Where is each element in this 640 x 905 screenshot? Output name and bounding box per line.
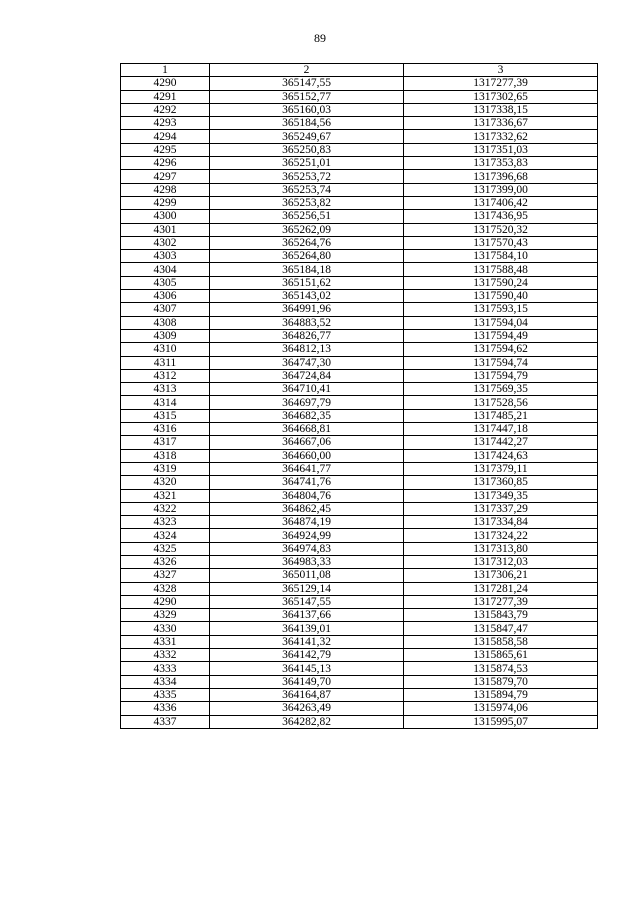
x-coordinate-cell: 364641,77 xyxy=(210,462,404,475)
y-coordinate-cell: 1317349,35 xyxy=(404,489,598,502)
y-coordinate-cell: 1317360,85 xyxy=(404,476,598,489)
y-coordinate-cell: 1317594,04 xyxy=(404,316,598,329)
y-coordinate-cell: 1317406,42 xyxy=(404,196,598,209)
x-coordinate-cell: 365160,03 xyxy=(210,103,404,116)
y-coordinate-cell: 1317302,65 xyxy=(404,90,598,103)
x-coordinate-cell: 365253,74 xyxy=(210,183,404,196)
y-coordinate-cell: 1317590,24 xyxy=(404,276,598,289)
point-number-cell: 4304 xyxy=(121,263,210,276)
table-row xyxy=(121,170,598,183)
y-coordinate-cell: 1315843,79 xyxy=(404,609,598,622)
x-coordinate-cell: 364710,41 xyxy=(210,383,404,396)
column-header-1: 1 xyxy=(121,64,210,77)
point-number-cell: 4328 xyxy=(121,582,210,595)
table-row xyxy=(121,675,598,688)
x-coordinate-cell: 364660,00 xyxy=(210,449,404,462)
table-row xyxy=(121,436,598,449)
table-row xyxy=(121,409,598,422)
table-row xyxy=(121,396,598,409)
y-coordinate-cell: 1317594,79 xyxy=(404,369,598,382)
point-number-cell: 4332 xyxy=(121,649,210,662)
y-coordinate-cell: 1317324,22 xyxy=(404,529,598,542)
y-coordinate-cell: 1317334,84 xyxy=(404,516,598,529)
y-coordinate-cell: 1317281,24 xyxy=(404,582,598,595)
x-coordinate-cell: 364724,84 xyxy=(210,369,404,382)
x-coordinate-cell: 365264,76 xyxy=(210,236,404,249)
y-coordinate-cell: 1317399,00 xyxy=(404,183,598,196)
x-coordinate-cell: 364991,96 xyxy=(210,303,404,316)
point-number-cell: 4329 xyxy=(121,609,210,622)
y-coordinate-cell: 1317337,29 xyxy=(404,502,598,515)
x-coordinate-cell: 365249,67 xyxy=(210,130,404,143)
table-row xyxy=(121,303,598,316)
x-coordinate-cell: 364145,13 xyxy=(210,662,404,675)
point-number-cell: 4293 xyxy=(121,117,210,130)
y-coordinate-cell: 1317353,83 xyxy=(404,157,598,170)
x-coordinate-cell: 364164,87 xyxy=(210,688,404,701)
point-number-cell: 4314 xyxy=(121,396,210,409)
x-coordinate-cell: 365251,01 xyxy=(210,157,404,170)
table-row xyxy=(121,143,598,156)
table-row xyxy=(121,356,598,369)
point-number-cell: 4307 xyxy=(121,303,210,316)
point-number-cell: 4311 xyxy=(121,356,210,369)
point-number-cell: 4334 xyxy=(121,675,210,688)
table-row xyxy=(121,196,598,209)
coordinates-table xyxy=(120,63,598,729)
x-coordinate-cell: 364142,79 xyxy=(210,649,404,662)
point-number-cell: 4302 xyxy=(121,236,210,249)
point-number-cell: 4337 xyxy=(121,715,210,728)
y-coordinate-cell: 1317593,15 xyxy=(404,303,598,316)
table-row xyxy=(121,130,598,143)
table-header-row xyxy=(121,64,598,77)
point-number-cell: 4330 xyxy=(121,622,210,635)
point-number-cell: 4320 xyxy=(121,476,210,489)
y-coordinate-cell: 1317424,63 xyxy=(404,449,598,462)
point-number-cell: 4335 xyxy=(121,688,210,701)
x-coordinate-cell: 365011,08 xyxy=(210,569,404,582)
table-row xyxy=(121,569,598,582)
x-coordinate-cell: 364667,06 xyxy=(210,436,404,449)
point-number-cell: 4325 xyxy=(121,542,210,555)
point-number-cell: 4306 xyxy=(121,290,210,303)
page-number: 89 xyxy=(314,31,326,45)
y-coordinate-cell: 1317396,68 xyxy=(404,170,598,183)
x-coordinate-cell: 365253,82 xyxy=(210,196,404,209)
y-coordinate-cell: 1317528,56 xyxy=(404,396,598,409)
point-number-cell: 4308 xyxy=(121,316,210,329)
table-row xyxy=(121,476,598,489)
point-number-cell: 4312 xyxy=(121,369,210,382)
column-header-2: 2 xyxy=(210,64,404,77)
y-coordinate-cell: 1315995,07 xyxy=(404,715,598,728)
table-row xyxy=(121,316,598,329)
x-coordinate-cell: 365143,02 xyxy=(210,290,404,303)
point-number-cell: 4292 xyxy=(121,103,210,116)
y-coordinate-cell: 1317569,35 xyxy=(404,383,598,396)
x-coordinate-cell: 364974,83 xyxy=(210,542,404,555)
y-coordinate-cell: 1317594,49 xyxy=(404,329,598,342)
y-coordinate-cell: 1317277,39 xyxy=(404,77,598,90)
table-row xyxy=(121,369,598,382)
x-coordinate-cell: 365250,83 xyxy=(210,143,404,156)
x-coordinate-cell: 364137,66 xyxy=(210,609,404,622)
y-coordinate-cell: 1317312,03 xyxy=(404,555,598,568)
point-number-cell: 4323 xyxy=(121,516,210,529)
column-header-3: 3 xyxy=(404,64,598,77)
y-coordinate-cell: 1317306,21 xyxy=(404,569,598,582)
x-coordinate-cell: 365262,09 xyxy=(210,223,404,236)
point-number-cell: 4336 xyxy=(121,702,210,715)
table-row xyxy=(121,635,598,648)
y-coordinate-cell: 1315865,61 xyxy=(404,649,598,662)
table-row xyxy=(121,649,598,662)
x-coordinate-cell: 364883,52 xyxy=(210,316,404,329)
point-number-cell: 4291 xyxy=(121,90,210,103)
x-coordinate-cell: 364149,70 xyxy=(210,675,404,688)
table-row xyxy=(121,343,598,356)
x-coordinate-cell: 364697,79 xyxy=(210,396,404,409)
point-number-cell: 4318 xyxy=(121,449,210,462)
point-number-cell: 4316 xyxy=(121,423,210,436)
table-row xyxy=(121,90,598,103)
table-row xyxy=(121,423,598,436)
table-row xyxy=(121,622,598,635)
point-number-cell: 4296 xyxy=(121,157,210,170)
y-coordinate-cell: 1317594,74 xyxy=(404,356,598,369)
point-number-cell: 4297 xyxy=(121,170,210,183)
y-coordinate-cell: 1317351,03 xyxy=(404,143,598,156)
x-coordinate-cell: 364862,45 xyxy=(210,502,404,515)
x-coordinate-cell: 365256,51 xyxy=(210,210,404,223)
table-row xyxy=(121,449,598,462)
y-coordinate-cell: 1317313,80 xyxy=(404,542,598,555)
x-coordinate-cell: 364874,19 xyxy=(210,516,404,529)
table-row xyxy=(121,582,598,595)
table-row xyxy=(121,183,598,196)
point-number-cell: 4309 xyxy=(121,329,210,342)
point-number-cell: 4324 xyxy=(121,529,210,542)
point-number-cell: 4313 xyxy=(121,383,210,396)
y-coordinate-cell: 1317520,32 xyxy=(404,223,598,236)
table-row xyxy=(121,542,598,555)
point-number-cell: 4319 xyxy=(121,462,210,475)
y-coordinate-cell: 1315879,70 xyxy=(404,675,598,688)
table-row xyxy=(121,117,598,130)
y-coordinate-cell: 1317584,10 xyxy=(404,250,598,263)
point-number-cell: 4317 xyxy=(121,436,210,449)
table-row xyxy=(121,223,598,236)
point-number-cell: 4310 xyxy=(121,343,210,356)
x-coordinate-cell: 364263,49 xyxy=(210,702,404,715)
x-coordinate-cell: 364747,30 xyxy=(210,356,404,369)
point-number-cell: 4315 xyxy=(121,409,210,422)
table-row xyxy=(121,103,598,116)
table-row xyxy=(121,662,598,675)
point-number-cell: 4326 xyxy=(121,555,210,568)
y-coordinate-cell: 1317485,21 xyxy=(404,409,598,422)
point-number-cell: 4305 xyxy=(121,276,210,289)
point-number-cell: 4301 xyxy=(121,223,210,236)
table-row xyxy=(121,688,598,701)
table-row xyxy=(121,236,598,249)
point-number-cell: 4300 xyxy=(121,210,210,223)
y-coordinate-cell: 1317594,62 xyxy=(404,343,598,356)
table-row xyxy=(121,609,598,622)
x-coordinate-cell: 365147,55 xyxy=(210,595,404,608)
point-number-cell: 4331 xyxy=(121,635,210,648)
table-row xyxy=(121,77,598,90)
y-coordinate-cell: 1317336,67 xyxy=(404,117,598,130)
x-coordinate-cell: 365184,56 xyxy=(210,117,404,130)
y-coordinate-cell: 1317570,43 xyxy=(404,236,598,249)
point-number-cell: 4290 xyxy=(121,595,210,608)
y-coordinate-cell: 1317379,11 xyxy=(404,462,598,475)
point-number-cell: 4303 xyxy=(121,250,210,263)
table-row xyxy=(121,502,598,515)
x-coordinate-cell: 365129,14 xyxy=(210,582,404,595)
x-coordinate-cell: 365151,62 xyxy=(210,276,404,289)
x-coordinate-cell: 364682,35 xyxy=(210,409,404,422)
x-coordinate-cell: 365184,18 xyxy=(210,263,404,276)
x-coordinate-cell: 365147,55 xyxy=(210,77,404,90)
point-number-cell: 4322 xyxy=(121,502,210,515)
x-coordinate-cell: 365253,72 xyxy=(210,170,404,183)
x-coordinate-cell: 364139,01 xyxy=(210,622,404,635)
point-number-cell: 4333 xyxy=(121,662,210,675)
x-coordinate-cell: 364741,76 xyxy=(210,476,404,489)
table-row xyxy=(121,595,598,608)
x-coordinate-cell: 364924,99 xyxy=(210,529,404,542)
y-coordinate-cell: 1317447,18 xyxy=(404,423,598,436)
point-number-cell: 4327 xyxy=(121,569,210,582)
y-coordinate-cell: 1317332,62 xyxy=(404,130,598,143)
point-number-cell: 4299 xyxy=(121,196,210,209)
y-coordinate-cell: 1317436,95 xyxy=(404,210,598,223)
table-row xyxy=(121,529,598,542)
y-coordinate-cell: 1315874,53 xyxy=(404,662,598,675)
y-coordinate-cell: 1317338,15 xyxy=(404,103,598,116)
point-number-cell: 4290 xyxy=(121,77,210,90)
y-coordinate-cell: 1315858,58 xyxy=(404,635,598,648)
x-coordinate-cell: 364804,76 xyxy=(210,489,404,502)
table-body xyxy=(121,77,598,729)
point-number-cell: 4321 xyxy=(121,489,210,502)
x-coordinate-cell: 364668,81 xyxy=(210,423,404,436)
x-coordinate-cell: 365264,80 xyxy=(210,250,404,263)
y-coordinate-cell: 1315894,79 xyxy=(404,688,598,701)
table-row xyxy=(121,462,598,475)
table-row xyxy=(121,290,598,303)
x-coordinate-cell: 364983,33 xyxy=(210,555,404,568)
x-coordinate-cell: 365152,77 xyxy=(210,90,404,103)
table-row xyxy=(121,516,598,529)
table-row xyxy=(121,329,598,342)
table-row xyxy=(121,715,598,728)
x-coordinate-cell: 364282,82 xyxy=(210,715,404,728)
point-number-cell: 4295 xyxy=(121,143,210,156)
point-number-cell: 4298 xyxy=(121,183,210,196)
y-coordinate-cell: 1315847,47 xyxy=(404,622,598,635)
x-coordinate-cell: 364826,77 xyxy=(210,329,404,342)
y-coordinate-cell: 1317277,39 xyxy=(404,595,598,608)
table-row xyxy=(121,250,598,263)
y-coordinate-cell: 1315974,06 xyxy=(404,702,598,715)
x-coordinate-cell: 364141,32 xyxy=(210,635,404,648)
table-row xyxy=(121,555,598,568)
y-coordinate-cell: 1317588,48 xyxy=(404,263,598,276)
x-coordinate-cell: 364812,13 xyxy=(210,343,404,356)
table-row xyxy=(121,263,598,276)
table-row xyxy=(121,383,598,396)
point-number-cell: 4294 xyxy=(121,130,210,143)
y-coordinate-cell: 1317442,27 xyxy=(404,436,598,449)
table-row xyxy=(121,157,598,170)
table-row xyxy=(121,276,598,289)
table-row xyxy=(121,702,598,715)
y-coordinate-cell: 1317590,40 xyxy=(404,290,598,303)
table-row xyxy=(121,489,598,502)
table-row xyxy=(121,210,598,223)
